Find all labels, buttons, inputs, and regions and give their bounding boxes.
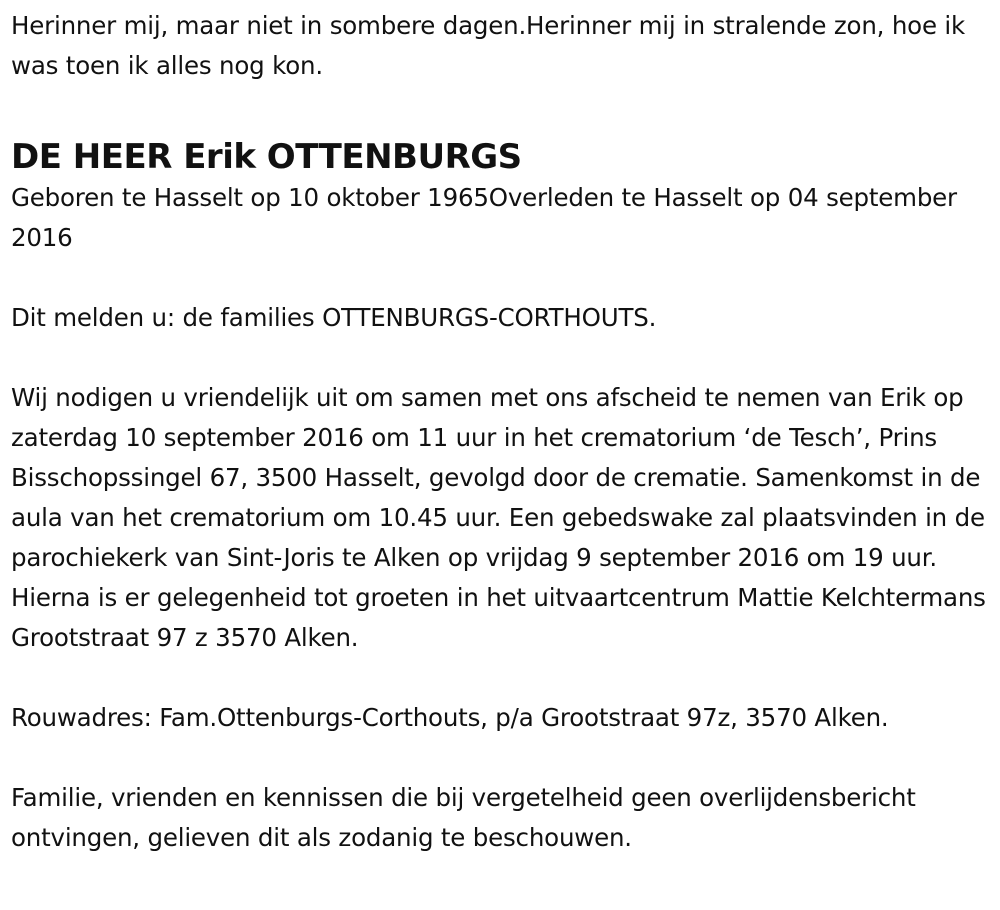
deceased-name: DE HEER Erik OTTENBURGS (11, 137, 522, 177)
death-notice (11, 6, 993, 858)
mourning-address: Rouwadres: Fam.Ottenburgs-Corthouts, p/a Grootstraat 97z, 3570 Alken. (11, 703, 889, 732)
birth-death-dates: Geboren te Hasselt op 10 oktober 1965Overleden te Hasselt op 04 september 2016 (11, 183, 957, 252)
memorial-quote: Herinner mij, maar niet in sombere dagen.Herinner mij in stralende zon, hoe ik was toen ik alles nog kon. (11, 11, 966, 80)
closing-note: Familie, vrienden en kennissen die bij vergetelheid geen overlijdensbericht ontvingen, gelieven dit als zodanig te beschouwen. (11, 783, 916, 852)
funeral-invitation: Wij nodigen u vriendelijk uit om samen met ons afscheid te nemen van Erik op zaterdag 10 september 2016 om 11 uur in het crematorium ‘de Tesch’, Prins Bisschopssingel 67, 3500 Hasselt, gevolgd door de crematie. Samenkomst in de aula van het crematorium om 10.45 uur. Een gebedswake zal plaatsvinden in de parochiekerk van Sint-Joris te Alken op vrijdag 9 september 2016 om 19 uur. Hierna is er gelegenheid tot groeten in het uitvaartcentrum Mattie Kelchtermans Grootstraat 97 z 3570 Alken. (11, 383, 986, 652)
families-announcement: Dit melden u: de families OTTENBURGS-CORTHOUTS. (11, 303, 657, 332)
